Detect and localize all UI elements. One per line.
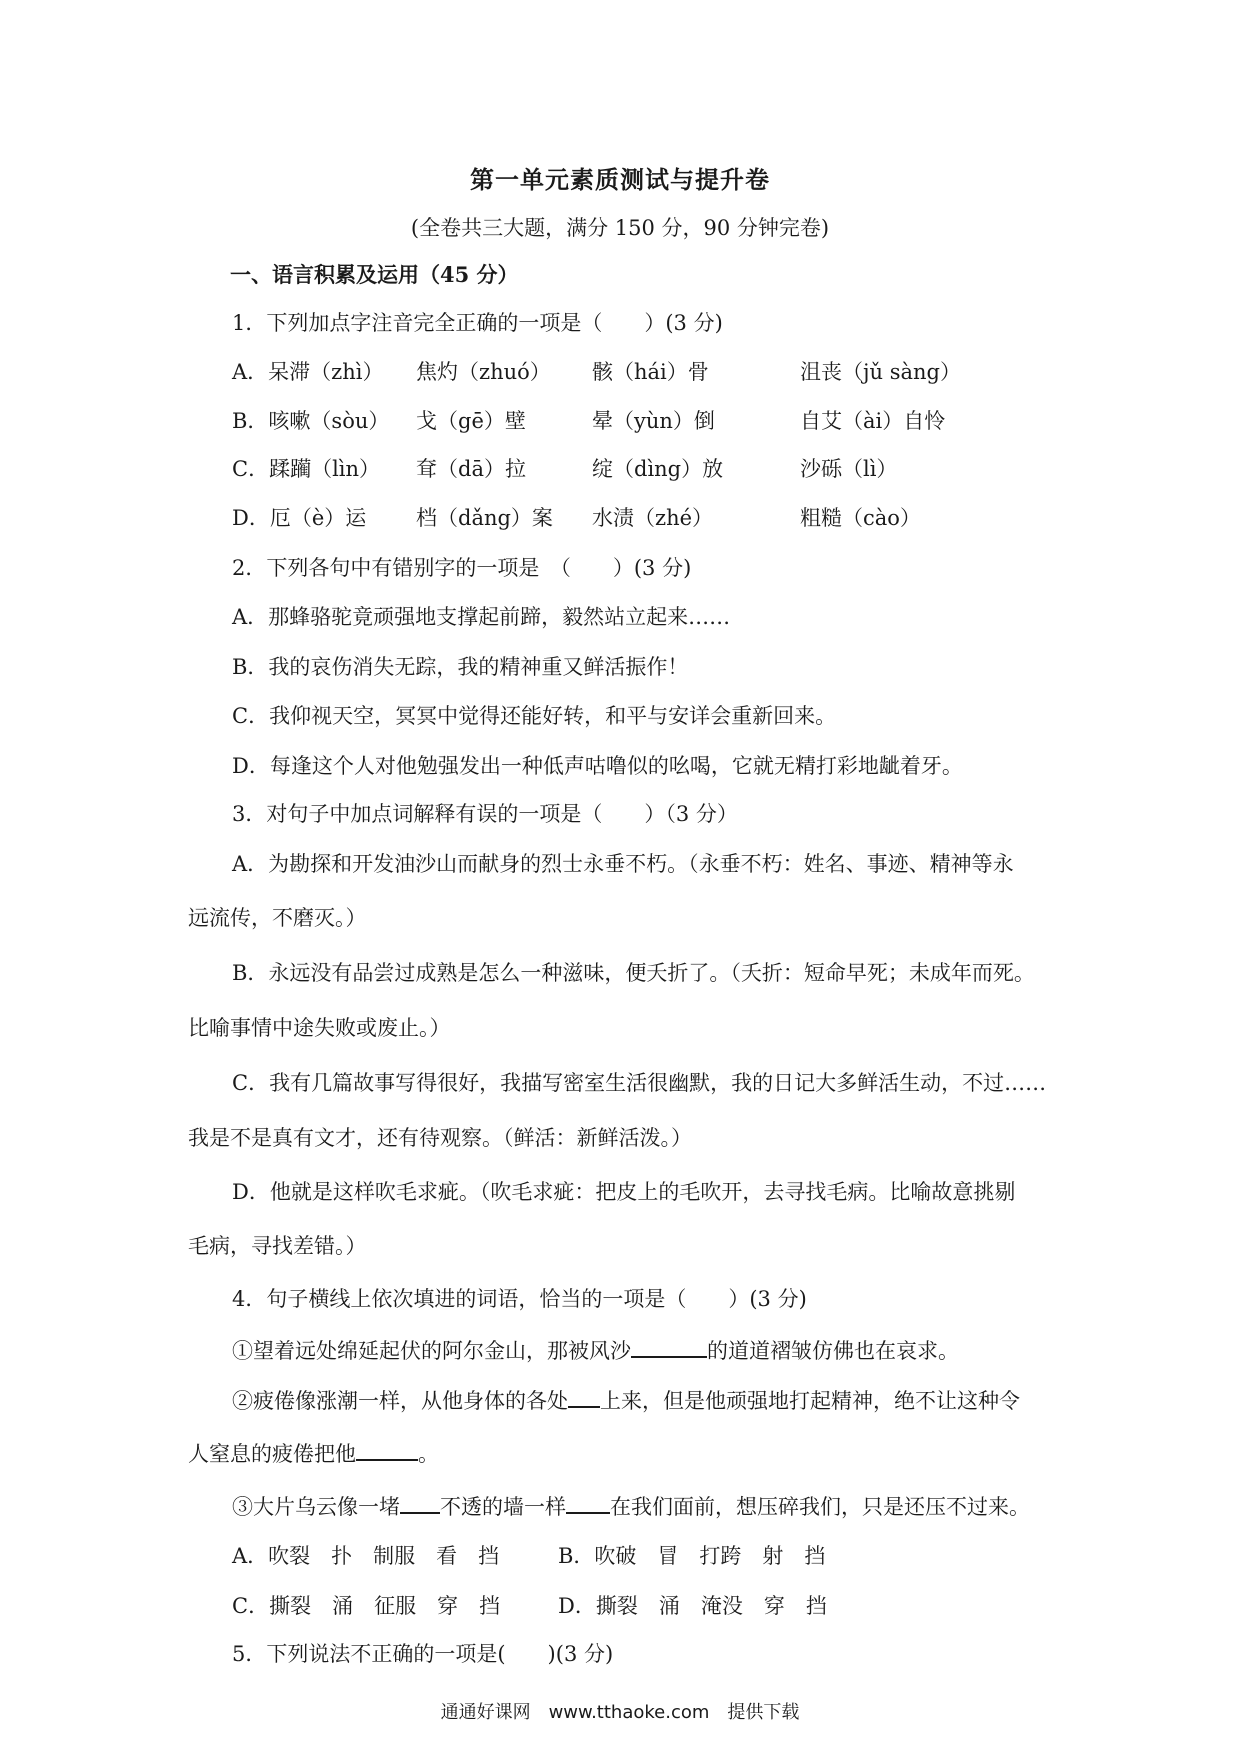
fill-blank (631, 1338, 707, 1358)
q2-option-a: A．那蜂骆驼竟顽强地支撑起前蹄，毅然站立起来…… (232, 605, 731, 629)
q4-sentence-3 (232, 1491, 1030, 1521)
q1-option-cell: 沮丧（jǔ sàng） (800, 360, 961, 384)
q4-s3-part3: 在我们面前，想压碎我们，只是还压不过来。 (610, 1495, 1030, 1519)
section-heading: 一、语言积累及运用（45 分） (230, 262, 519, 287)
q5-stem: 5．下列说法不正确的一项是( )(3 分) (232, 1642, 614, 1666)
q4-sentence-2-cont (188, 1438, 439, 1468)
q4-sentence-2 (232, 1385, 1020, 1415)
q1-option-cell: 档（dǎng）案 (416, 506, 553, 530)
fill-blank (356, 1441, 418, 1461)
q1-option-cell: 绽（dìng）放 (592, 457, 724, 481)
q3-option-b: B．永远没有品尝过成熟是怎么一种滋味，便夭折了。（夭折：短命早死；未成年而死。 (232, 961, 1035, 985)
q3-option-c: C．我有几篇故事写得很好，我描写密室生活很幽默，我的日记大多鲜活生动，不过…… (232, 1071, 1047, 1095)
q1-option-cell: A．呆滞（zhì） (232, 360, 384, 384)
fill-blank (568, 1388, 600, 1408)
q3-option-c-cont: 我是不是真有文才，还有待观察。（鲜活：新鲜活泼。） (188, 1126, 692, 1150)
q4-s2-part4: 。 (418, 1442, 439, 1466)
q4-option-d: D．撕裂 涌 淹没 穿 挡 (558, 1594, 827, 1618)
q4-s1-part2: 的道道褶皱仿佛也在哀求。 (707, 1339, 959, 1363)
q4-option-c: C．撕裂 涌 征服 穿 挡 (232, 1594, 501, 1618)
q2-option-d: D．每逢这个人对他勉强发出一种低声咕噜似的吆喝，它就无精打彩地龇着牙。 (232, 754, 963, 778)
q4-s2-part2: 上来，但是他顽强地打起精神，绝不让这种令 (600, 1389, 1020, 1413)
q4-sentence-1 (232, 1335, 959, 1365)
q2-stem: 2．下列各句中有错别字的一项是 （ ）(3 分) (232, 556, 692, 580)
q2-option-c: C．我仰视天空，冥冥中觉得还能好转，和平与安详会重新回来。 (232, 704, 837, 728)
q1-option-cell: 戈（gē）壁 (416, 409, 526, 433)
q3-option-b-cont: 比喻事情中途失败或废止。） (188, 1016, 451, 1040)
q3-option-a: A．为勘探和开发油沙山而献身的烈士永垂不朽。（永垂不朽：姓名、事迹、精神等永 (232, 852, 1014, 876)
q1-option-cell: 粗糙（cào） (800, 506, 921, 530)
q1-option-cell: 晕（yùn）倒 (592, 409, 715, 433)
q4-s2-part1: ②疲倦像涨潮一样，从他身体的各处 (232, 1389, 568, 1413)
q1-option-cell: 骸（hái）骨 (592, 360, 709, 384)
page-footer: 通通好课网 www.tthaoke.com 提供下载 (440, 1702, 800, 1723)
q4-option-b: B．吹破 冒 打跨 射 挡 (558, 1544, 826, 1568)
q4-s2-part3: 人窒息的疲倦把他 (188, 1442, 356, 1466)
q3-option-d-cont: 毛病，寻找差错。） (188, 1234, 367, 1258)
q4-stem: 4．句子横线上依次填进的词语，恰当的一项是（ ）(3 分) (232, 1287, 807, 1311)
fill-blank (400, 1494, 440, 1514)
q4-option-a: A．吹裂 扑 制服 看 挡 (232, 1544, 500, 1568)
q1-option-cell: B．咳嗽（sòu） (232, 409, 390, 433)
fill-blank (566, 1494, 610, 1514)
q2-option-b: B．我的哀伤消失无踪，我的精神重又鲜活振作！ (232, 655, 689, 679)
q1-option-cell: 焦灼（zhuó） (416, 360, 551, 384)
page-title: 第一单元素质测试与提升卷 (470, 165, 770, 194)
q3-stem: 3．对句子中加点词解释有误的一项是（ ）（3 分） (232, 802, 738, 826)
q4-s3-part1: ③大片乌云像一堵 (232, 1495, 400, 1519)
q4-s3-part2: 不透的墙一样 (440, 1495, 566, 1519)
q1-option-cell: C．蹂躏（lìn） (232, 457, 381, 481)
q1-stem: 1．下列加点字注音完全正确的一项是（ ）(3 分) (232, 311, 723, 335)
q1-option-cell: 自艾（ài）自怜 (800, 409, 946, 433)
page-subtitle: (全卷共三大题，满分 150 分，90 分钟完卷) (410, 216, 830, 240)
q1-option-cell: D．厄（è）运 (232, 506, 367, 530)
q3-option-a-cont: 远流传，不磨灭。） (188, 906, 367, 930)
q1-option-cell: 耷（dā）拉 (416, 457, 526, 481)
q1-option-cell: 沙砾（lì） (800, 457, 898, 481)
q4-s1-part1: ①望着远处绵延起伏的阿尔金山，那被风沙 (232, 1339, 631, 1363)
q3-option-d: D．他就是这样吹毛求疵。（吹毛求疵：把皮上的毛吹开，去寻找毛病。比喻故意挑剔 (232, 1180, 1016, 1204)
q1-option-cell: 水渍（zhé） (592, 506, 714, 530)
